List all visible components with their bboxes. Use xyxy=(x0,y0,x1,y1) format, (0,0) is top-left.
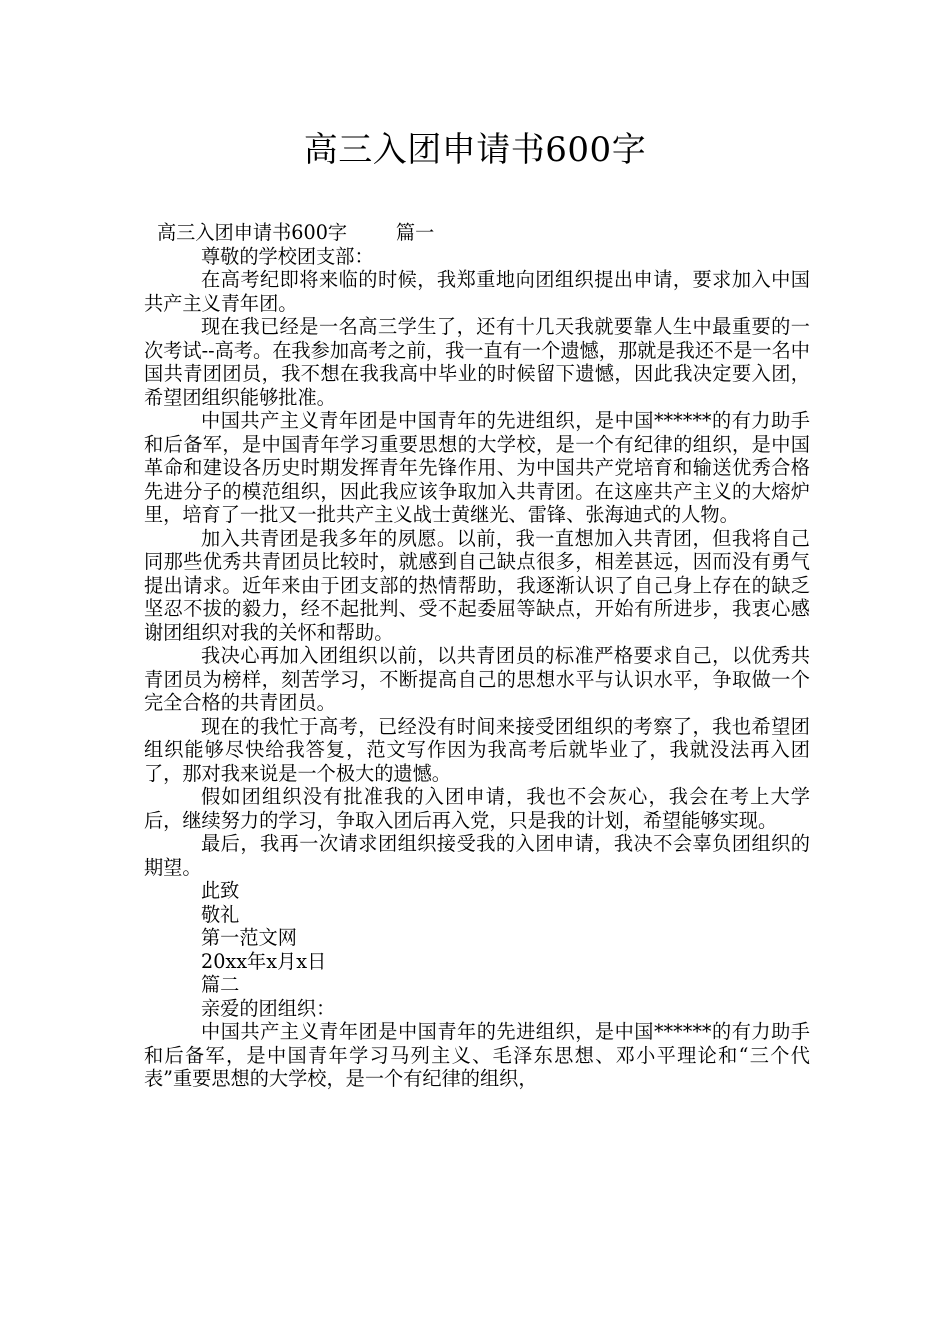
paragraph: 现在的我忙于高考，已经没有时间来接受团组织的考察了，我也希望团组织能够尽快给我答复，范文写作因为我高考后就毕业了，我就没法再入团了，那对我来说是一个极大的遗憾。 xyxy=(144,714,810,785)
closing-line: 此致 xyxy=(201,879,240,902)
salutation: 尊敬的学校团支部： xyxy=(201,244,374,268)
date-line: 20xx年x月x日 xyxy=(201,949,327,973)
paragraph: 加入共青团是我多年的夙愿。以前，我一直想加入共青团，但我将自己同那些优秀共青团员比较时，就感到自己缺点很多，相差甚远，因而没有勇气提出请求。近年来由于团支部的热情帮助，我逐渐认识了自己身上存在的缺乏坚忍不拔的毅力，经不起批判、受不起委屈等缺点，开始有所进步，我衷心感谢团组织对我的关怀和帮助。 xyxy=(144,526,810,644)
signature-line: 第一范文网 xyxy=(201,926,297,949)
paragraph: 中国共产主义青年团是中国青年的先进组织，是中国******的有力助手和后备军，是中国青年学习重要思想的大学校，是一个有纪律的组织，是中国革命和建设各历史时期发挥青年先锋作用、为中国共产党培育和输送优秀合格先进分子的模范组织，因此我应该争取加入共青团。在这座共产主义的大熔炉里，培育了一批又一批共产主义战士黄继光、雷锋、张海迪式的人物。 xyxy=(144,409,810,526)
section-heading: 篇二 xyxy=(201,973,240,996)
paragraph: 假如团组织没有批准我的入团申请，我也不会灰心，我会在考上大学后，继续努力的学习，争取入团后再入党，只是我的计划，希望能够实现。 xyxy=(144,785,810,832)
section-subtitle: 高三入团申请书600字 篇一 xyxy=(157,221,435,244)
paragraph: 中国共产主义青年团是中国青年的先进组织，是中国******的有力助手和后备军，是中国青年学习马列主义、毛泽东思想、邓小平理论和“三个代表”重要思想的大学校，是一个有纪律的组织， xyxy=(144,1020,810,1090)
document-body xyxy=(144,221,810,1091)
paragraph: 现在我已经是一名高三学生了，还有十几天我就要靠人生中最重要的一次考试--高考。在我参加高考之前，我一直有一个遗憾，那就是我还不是一名中国共青团团员，我不想在我我高中毕业的时候留下遗憾，因此我决定要入团，希望团组织能够批准。 xyxy=(144,315,810,409)
paragraph: 在高考纪即将来临的时候，我郑重地向团组织提出申请，要求加入中国共产主义青年团。 xyxy=(144,268,810,315)
paragraph: 最后，我再一次请求团组织接受我的入团申请，我决不会辜负团组织的期望。 xyxy=(144,832,810,879)
closing-line: 敬礼 xyxy=(201,902,240,926)
paragraph: 我决心再加入团组织以前，以共青团员的标准严格要求自己，以优秀共青团员为榜样，刻苦学习，不断提高自己的思想水平与认识水平，争取做一个完全合格的共青团员。 xyxy=(144,644,810,714)
document-title: 高三入团申请书600字 xyxy=(303,130,647,170)
salutation: 亲爱的团组织： xyxy=(201,996,336,1020)
